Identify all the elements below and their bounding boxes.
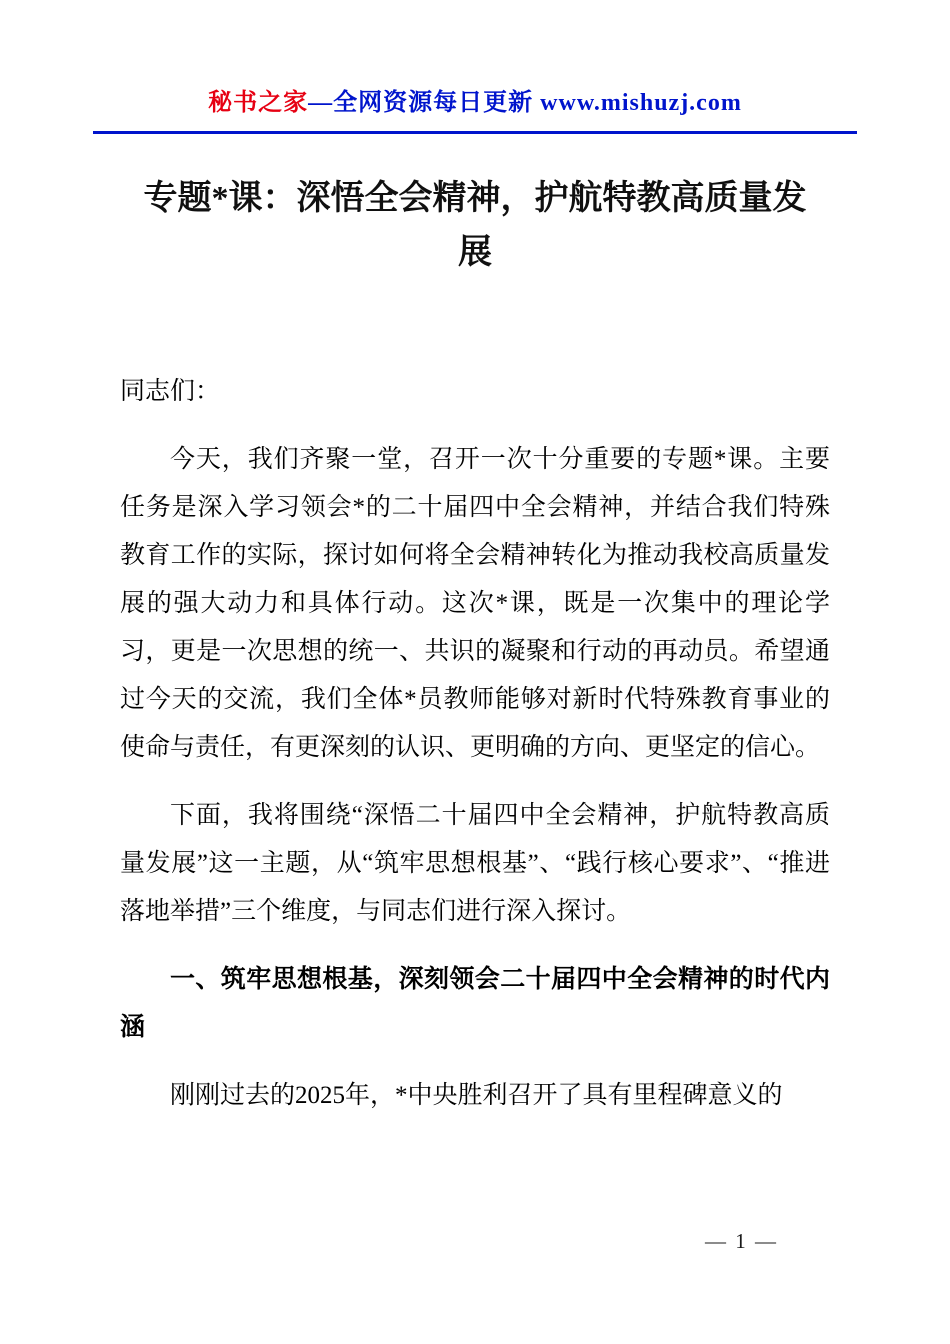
site-brand: 秘书之家 bbox=[208, 90, 309, 116]
site-url[interactable]: www.mishuzj.com bbox=[540, 90, 742, 116]
paragraph-outline: 下面，我将围绕“深悟二十届四中全会精神，护航特教高质量发展”这一主题，从“筑牢思想根基”、“践行核心要求”、“推进落地举措”三个维度，与同志们进行深入探讨。 bbox=[120, 802, 830, 925]
document-title: 专题*课：深悟全会精神，护航特教高质量发展 bbox=[143, 180, 807, 271]
page-number: — 1 — bbox=[705, 1229, 778, 1253]
header-divider bbox=[93, 131, 857, 134]
site-tagline: —全网资源每日更新 bbox=[308, 90, 541, 116]
paragraph-intro: 今天，我们齐聚一堂，召开一次十分重要的专题*课。主要任务是深入学习领会*的二十届四中全会精神，并结合我们特殊教育工作的实际，探讨如何将全会精神转化为推动我校高质量发展的强大动力和具体行动。这次*课，既是一次集中的理论学习，更是一次思想的统一、共识的凝聚和行动的再动员。希望通过今天的交流，我们全体*员教师能够对新时代特殊教育事业的使命与责任，有更深刻的认识、更明确的方向、更坚定的信心。 bbox=[120, 446, 830, 761]
section-heading-1: 一、筑牢思想根基，深刻领会二十届四中全会精神的时代内涵 bbox=[120, 966, 830, 1041]
site-header bbox=[0, 0, 950, 117]
paragraph-salutation: 同志们： bbox=[120, 378, 221, 405]
paragraph-section-body: 刚刚过去的2025年，*中央胜利召开了具有里程碑意义的 bbox=[170, 1082, 783, 1109]
document-body bbox=[120, 368, 830, 1120]
